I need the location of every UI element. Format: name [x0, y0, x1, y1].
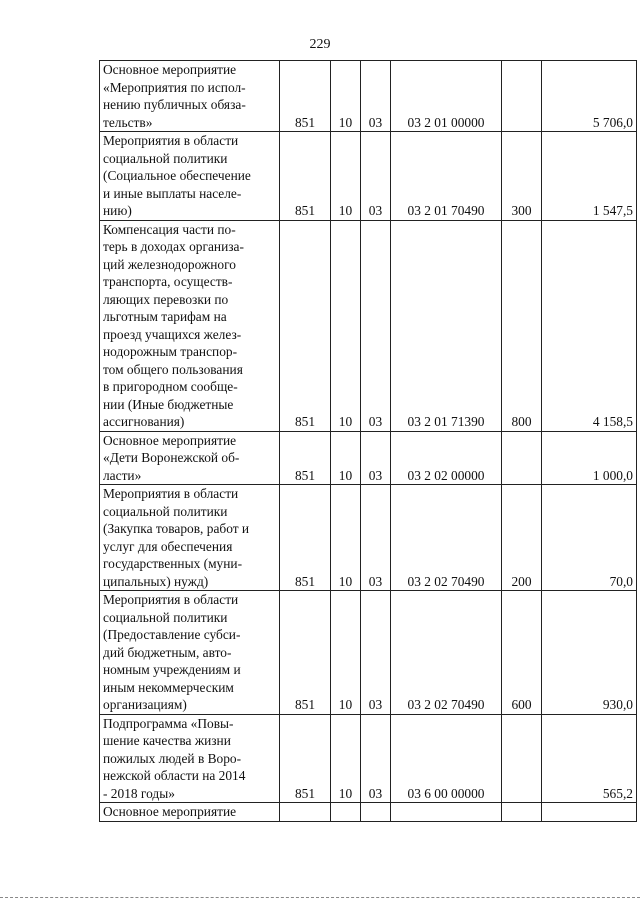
page-number: 229: [309, 37, 331, 52]
expense-type-cell: 600: [502, 591, 542, 715]
page-bottom-divider: [0, 897, 640, 898]
amount-cell: 565,2: [542, 714, 637, 803]
section-code-cell: 10: [331, 132, 361, 221]
subsection-code-cell: 03: [361, 591, 391, 715]
expense-type-cell: [502, 803, 542, 822]
target-article-cell: 03 2 02 00000: [391, 431, 502, 485]
target-article-cell: [391, 803, 502, 822]
subsection-code-cell: 03: [361, 714, 391, 803]
subsection-code-cell: 03: [361, 485, 391, 591]
ministry-code-cell: [280, 803, 331, 822]
target-article-cell: 03 6 00 00000: [391, 714, 502, 803]
amount-cell: 4 158,5: [542, 220, 637, 431]
row-name-text: Основное мероприятие: [103, 804, 237, 819]
table-row: [100, 714, 637, 803]
amount-cell: 5 706,0: [542, 61, 637, 132]
subsection-code-cell: 03: [361, 431, 391, 485]
row-name-text: Мероприятия в области социальной политики (Предоставление субси- дий бюджетным, авто- номным учреждениям и иным некоммерческим организациям): [103, 592, 241, 712]
expense-type-cell: 800: [502, 220, 542, 431]
amount-cell: 70,0: [542, 485, 637, 591]
row-name-text: Подпрограмма «Повы- шение качества жизни пожилых людей в Воро- нежской области на 2014 - 2018 годы»: [103, 715, 246, 801]
table-row: [100, 132, 637, 221]
section-code-cell: 10: [331, 714, 361, 803]
target-article-cell: 03 2 01 00000: [391, 61, 502, 132]
table-row: [100, 431, 637, 485]
subsection-code-cell: [361, 803, 391, 822]
table-row: [100, 220, 637, 431]
row-name-cell: [100, 61, 280, 132]
row-name-text: Основное мероприятие «Дети Воронежской об- ласти»: [103, 432, 240, 483]
section-code-cell: 10: [331, 591, 361, 715]
ministry-code-cell: 851: [280, 591, 331, 715]
row-name-cell: [100, 714, 280, 803]
subsection-code-cell: 03: [361, 132, 391, 221]
ministry-code-cell: 851: [280, 714, 331, 803]
row-name-cell: [100, 220, 280, 431]
expense-type-cell: [502, 61, 542, 132]
table-row: [100, 591, 637, 715]
target-article-cell: 03 2 02 70490: [391, 591, 502, 715]
amount-cell: 930,0: [542, 591, 637, 715]
target-article-cell: 03 2 01 70490: [391, 132, 502, 221]
amount-cell: 1 547,5: [542, 132, 637, 221]
section-code-cell: 10: [331, 485, 361, 591]
subsection-code-cell: 03: [361, 61, 391, 132]
amount-cell: 1 000,0: [542, 431, 637, 485]
table-row: [100, 803, 637, 822]
budget-table: [99, 60, 637, 822]
row-name-cell: [100, 591, 280, 715]
row-name-cell: [100, 431, 280, 485]
row-name-cell: [100, 132, 280, 221]
expense-type-cell: 300: [502, 132, 542, 221]
section-code-cell: 10: [331, 61, 361, 132]
target-article-cell: 03 2 01 71390: [391, 220, 502, 431]
row-name-cell: [100, 803, 280, 822]
row-name-text: Компенсация части по- терь в доходах организа- ций железнодорожного транспорта, осуществ- ляющих перевозки по льготным тарифам на проезд учащихся желез- нодорожным транспор- том общего пользования в пригородном сообще- нии (Иные бюджетные ассигнования): [103, 221, 244, 429]
ministry-code-cell: 851: [280, 132, 331, 221]
section-code-cell: [331, 803, 361, 822]
row-name-text: Мероприятия в области социальной политики (Закупка товаров, работ и услуг для обеспечения государственных (муни- ципальных) нужд): [103, 486, 250, 589]
row-name-cell: [100, 485, 280, 591]
ministry-code-cell: 851: [280, 431, 331, 485]
subsection-code-cell: 03: [361, 220, 391, 431]
section-code-cell: 10: [331, 220, 361, 431]
budget-table-body: [100, 61, 637, 822]
expense-type-cell: 200: [502, 485, 542, 591]
target-article-cell: 03 2 02 70490: [391, 485, 502, 591]
ministry-code-cell: 851: [280, 485, 331, 591]
table-row: [100, 485, 637, 591]
row-name-text: Основное мероприятие «Мероприятия по испол- нению публичных обяза- тельств»: [103, 62, 246, 130]
expense-type-cell: [502, 431, 542, 485]
section-code-cell: 10: [331, 431, 361, 485]
row-name-text: Мероприятия в области социальной политики (Социальное обеспечение и иные выплаты населе- нию): [103, 133, 251, 218]
ministry-code-cell: 851: [280, 220, 331, 431]
ministry-code-cell: 851: [280, 61, 331, 132]
expense-type-cell: [502, 714, 542, 803]
amount-cell: [542, 803, 637, 822]
table-row: [100, 61, 637, 132]
